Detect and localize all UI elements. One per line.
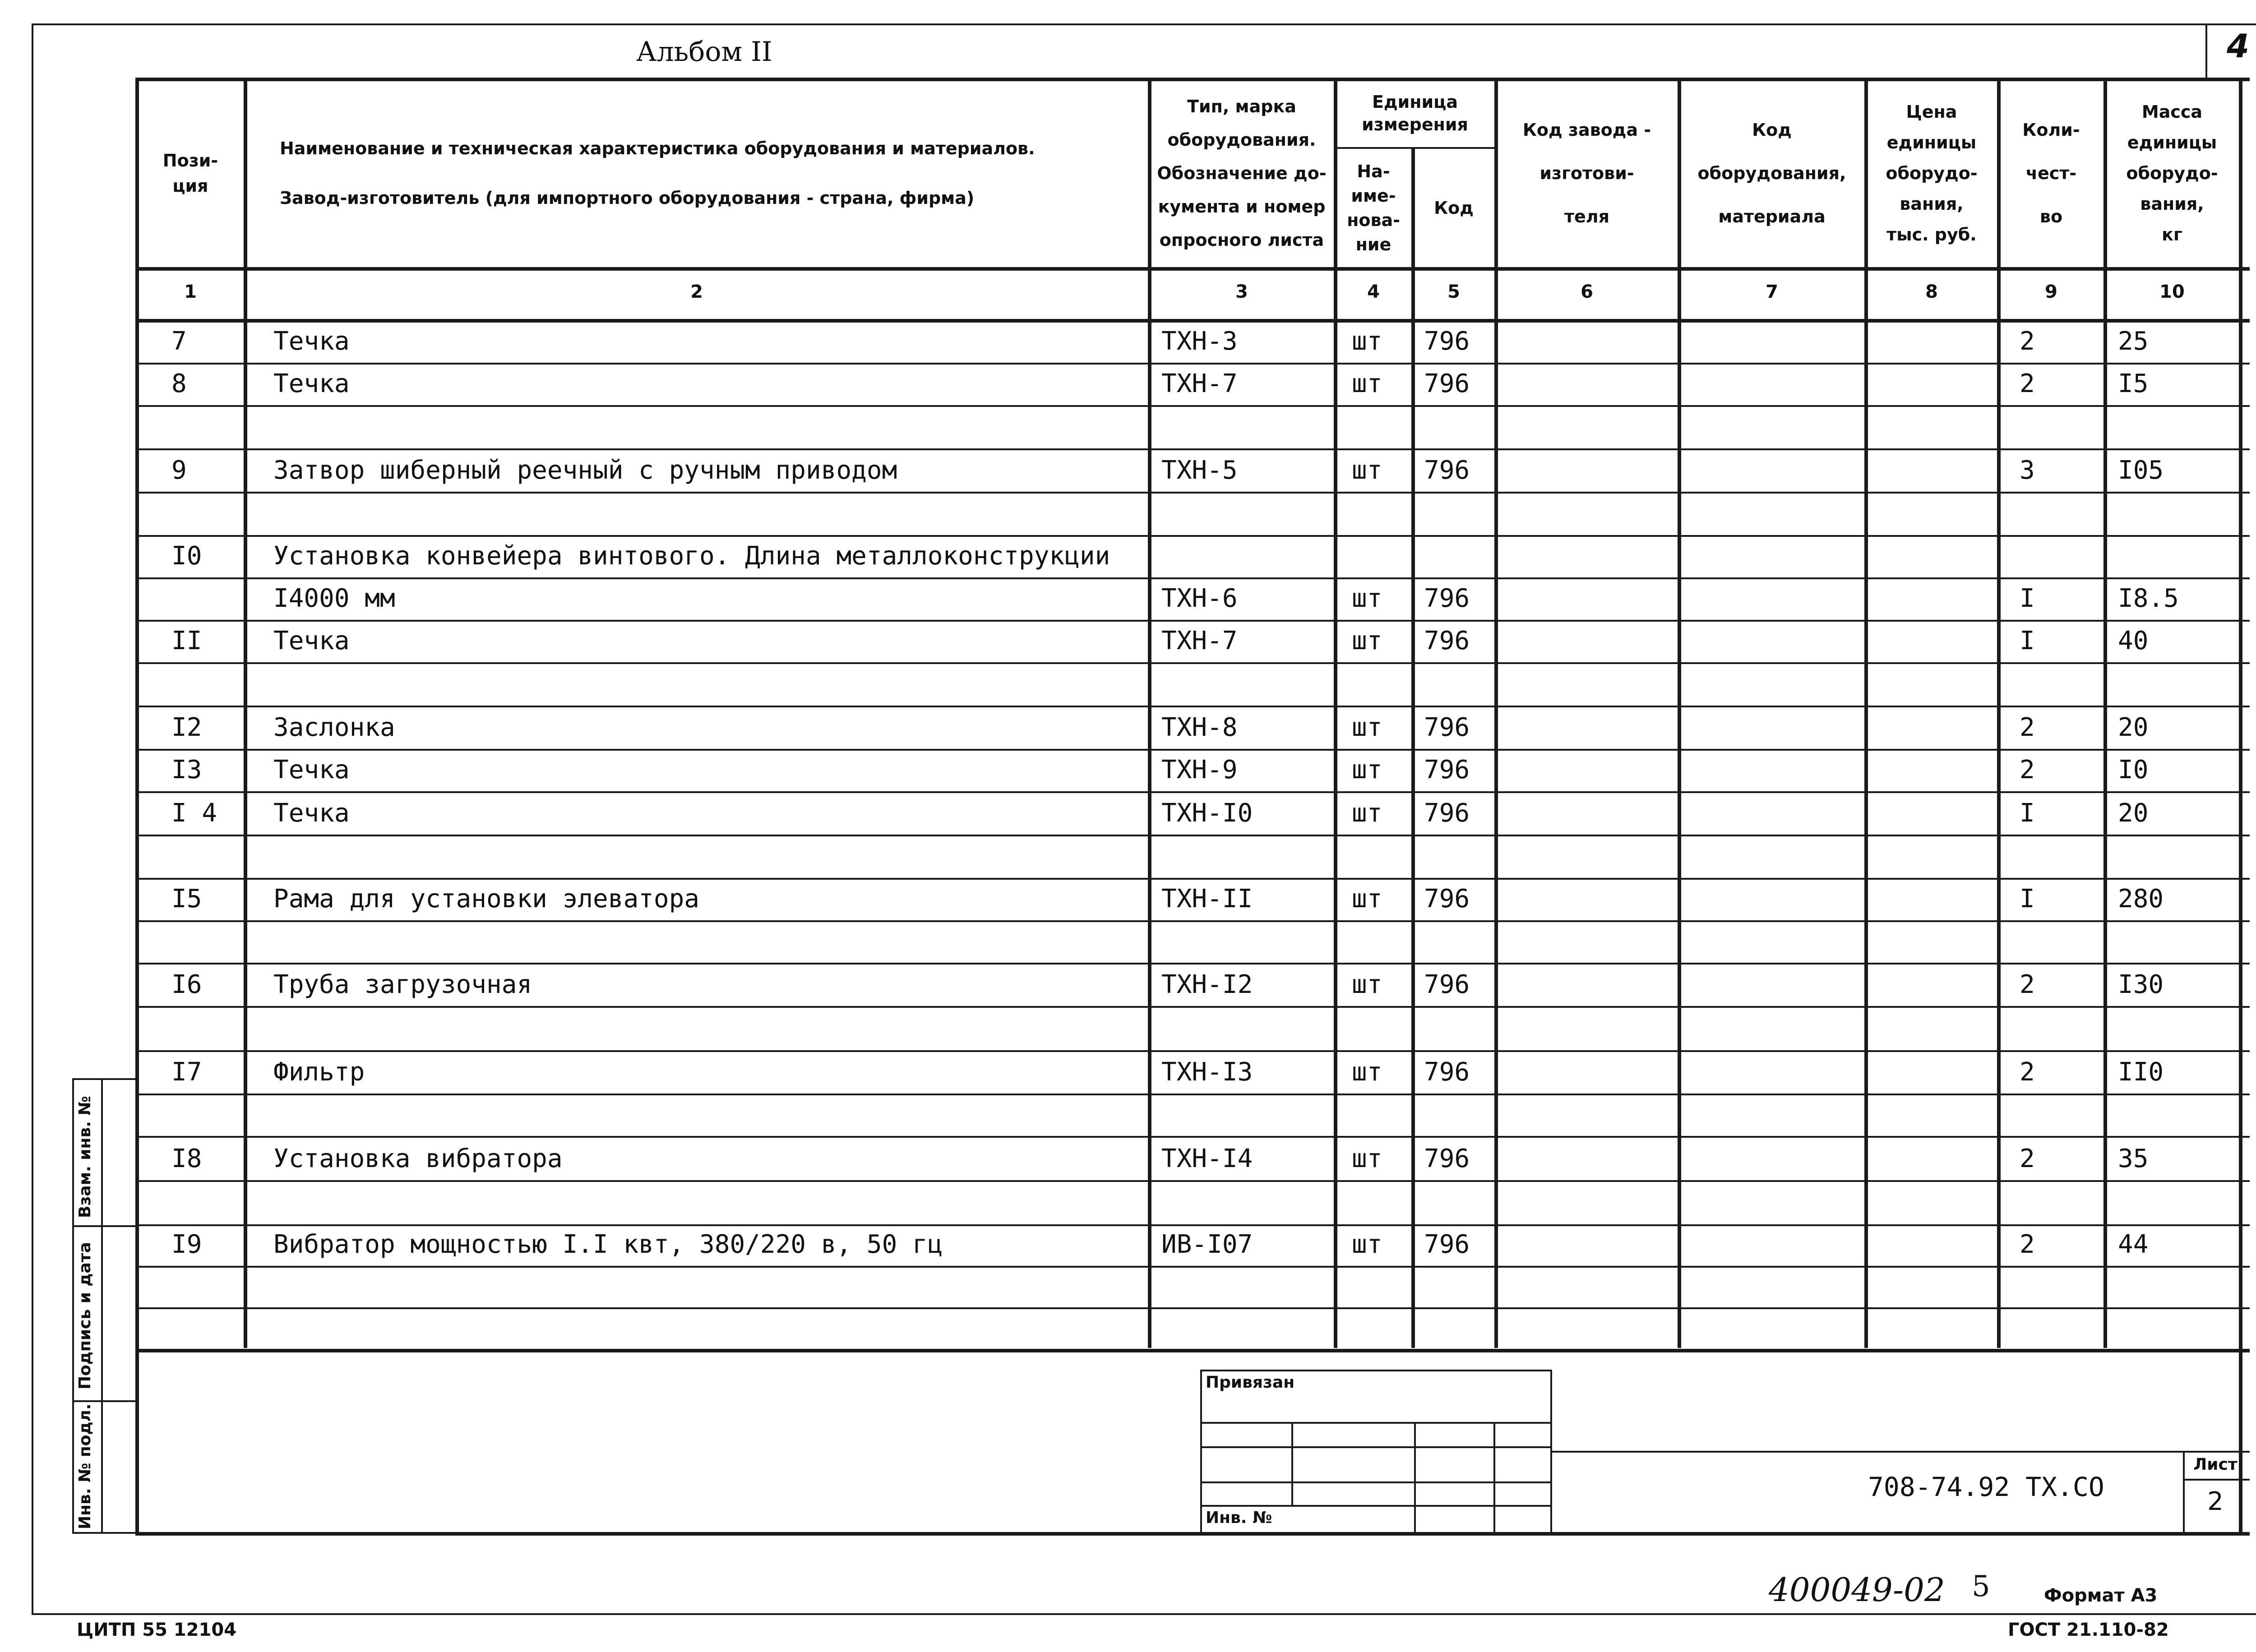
frame-top-line: [32, 23, 2256, 25]
stamp-top-line: [72, 1078, 137, 1080]
cell-quantity: 2: [2020, 755, 2035, 784]
header-type: Тип, марка оборудования. Обозначение до- кумента и номер опросного листа: [1157, 97, 1327, 250]
cell-mass: I5: [2118, 369, 2149, 398]
inv-no-label: Инв. №: [1206, 1509, 1272, 1527]
col-line-5: [1494, 78, 1498, 1348]
privyazan-left-line: [1200, 1370, 1202, 1534]
cell-position: I0: [171, 541, 202, 571]
cell-quantity: I: [2020, 798, 2035, 828]
col-line-2: [1148, 78, 1151, 1348]
row-separator: [135, 662, 2250, 664]
cell-unit-code: 796: [1424, 884, 1470, 914]
cell-name: I4000 мм: [273, 584, 395, 613]
cell-unit: шт: [1352, 369, 1382, 398]
cell-name: Труба загрузочная: [273, 970, 532, 999]
row-separator: [135, 1349, 2250, 1352]
cell-mass: 35: [2118, 1144, 2149, 1173]
cell-type: ТХН-9: [1161, 755, 1238, 784]
cell-quantity: 2: [2020, 1144, 2035, 1173]
column-number-9: 9: [2045, 281, 2057, 302]
cell-unit: шт: [1352, 327, 1382, 356]
cell-name: Течка: [273, 626, 350, 655]
cell-unit: шт: [1352, 884, 1382, 914]
cell-unit: шт: [1352, 1057, 1382, 1087]
cell-type: ТХН-6: [1161, 584, 1238, 613]
cell-unit: шт: [1352, 456, 1382, 485]
privyazan-label: Привязан: [1206, 1373, 1295, 1392]
table-right-line: [2239, 78, 2242, 1536]
cell-mass: 40: [2118, 626, 2149, 655]
album-label: Альбом II: [636, 36, 772, 68]
header-plant-code: Код завода - изготови- теля: [1522, 120, 1651, 226]
header-mass: Масса единицы оборудо- вания, кг: [2126, 102, 2218, 245]
cell-mass: 280: [2118, 884, 2164, 914]
stamp-left-line: [72, 1078, 74, 1534]
col-line-6: [1678, 78, 1681, 1348]
column-number-6: 6: [1581, 281, 1593, 302]
stamp-vzam-inv: Взам. инв. №: [76, 1096, 94, 1218]
header-equipment-code: Код оборудования, материала: [1697, 120, 1846, 226]
row-separator: [135, 363, 2250, 365]
header-bottom-line: [135, 267, 2250, 271]
numbers-bottom-line: [135, 319, 2250, 323]
cell-position: I2: [171, 713, 202, 742]
cell-quantity: 2: [2020, 713, 2035, 742]
col-line-9: [2103, 78, 2107, 1348]
cell-name: Заслонка: [273, 713, 395, 742]
cell-type: ТХН-7: [1161, 626, 1238, 655]
cell-type: ТХН-I2: [1161, 970, 1253, 999]
cell-type: ТХН-I0: [1161, 798, 1253, 828]
cell-type: ТХН-I4: [1161, 1144, 1253, 1173]
row-separator: [135, 535, 2250, 537]
frame-bottom-inner-line: [135, 1532, 2250, 1536]
header-unit-group: Единица измерения: [1362, 92, 1468, 134]
row-separator: [135, 1006, 2250, 1008]
row-separator: [135, 963, 2250, 964]
cell-unit-code: 796: [1424, 755, 1470, 784]
cell-unit: шт: [1352, 798, 1382, 828]
cell-name: Установка конвейера винтового. Длина металлоконструкции: [273, 541, 1110, 571]
stamp-bottom-line: [72, 1532, 137, 1534]
cell-quantity: 2: [2020, 327, 2035, 356]
cell-mass: 20: [2118, 798, 2149, 828]
cell-mass: I8.5: [2118, 584, 2179, 613]
privyazan-top-line: [1200, 1370, 1552, 1371]
header-price: Цена единицы оборудо- вания, тыс. руб.: [1886, 102, 1978, 245]
column-number-8: 8: [1925, 281, 1938, 302]
cell-quantity: 2: [2020, 970, 2035, 999]
list-label: Лист: [2193, 1455, 2238, 1474]
cell-type: ИВ-I07: [1161, 1230, 1253, 1259]
row-separator: [135, 706, 2250, 707]
cell-position: I 4: [171, 798, 217, 828]
cell-unit-code: 796: [1424, 798, 1470, 828]
cell-position: I7: [171, 1057, 202, 1087]
privyazan-line-3: [1200, 1481, 1552, 1483]
cell-unit-code: 796: [1424, 1230, 1470, 1259]
cell-quantity: 3: [2020, 456, 2035, 485]
cell-name: Фильтр: [273, 1057, 365, 1087]
cell-unit-code: 796: [1424, 1057, 1470, 1087]
row-separator: [135, 1266, 2250, 1268]
frame-bottom-line: [32, 1613, 2256, 1615]
cell-type: ТХН-8: [1161, 713, 1238, 742]
page-number: 5: [1972, 1570, 1990, 1603]
column-number-5: 5: [1447, 281, 1460, 302]
cell-mass: I30: [2118, 970, 2164, 999]
header-name: Наименование и техническая характеристика оборудования и материалов. Завод-изготовитель (для импортного оборудования - страна, фирма): [280, 138, 1035, 208]
row-separator: [135, 1136, 2250, 1138]
privyazan-col-2: [1414, 1422, 1416, 1534]
document-code: 708-74.92 ТХ.СО: [1868, 1472, 2104, 1502]
cell-unit-code: 796: [1424, 1144, 1470, 1173]
cell-position: I6: [171, 970, 202, 999]
row-separator: [135, 448, 2250, 450]
cell-quantity: I: [2020, 884, 2035, 914]
sheet-corner-number: 4: [2226, 27, 2250, 65]
cell-quantity: 2: [2020, 1230, 2035, 1259]
column-number-1: 1: [184, 281, 197, 302]
cell-unit: шт: [1352, 584, 1382, 613]
header-unit-name: На- име- нова- ние: [1347, 162, 1400, 254]
cell-unit: шт: [1352, 713, 1382, 742]
column-number-4: 4: [1367, 281, 1380, 302]
cell-unit: шт: [1352, 1230, 1382, 1259]
list-box-left-line: [2183, 1451, 2185, 1534]
cell-mass: I05: [2118, 456, 2164, 485]
header-quantity: Коли- чест- во: [2022, 120, 2080, 226]
row-separator: [135, 577, 2250, 579]
cell-type: ТХН-3: [1161, 327, 1238, 356]
frame-left-line: [32, 23, 33, 1615]
list-number: 2: [2207, 1487, 2224, 1516]
cell-mass: 25: [2118, 327, 2149, 356]
cell-unit-code: 796: [1424, 369, 1470, 398]
cell-unit: шт: [1352, 1144, 1382, 1173]
cell-unit-code: 796: [1424, 970, 1470, 999]
stamp-inv-podl: Инв. № подл.: [76, 1403, 94, 1529]
row-separator: [135, 405, 2250, 407]
list-box-divider: [2183, 1479, 2250, 1481]
stamp-divider-1: [72, 1225, 137, 1227]
header-unit-code: Код: [1434, 198, 1474, 218]
cell-name: Течка: [273, 798, 350, 828]
corner-box-line: [2205, 23, 2207, 81]
row-separator: [135, 492, 2250, 494]
cell-unit-code: 796: [1424, 626, 1470, 655]
cell-unit-code: 796: [1424, 327, 1470, 356]
header-position: Пози- ция: [162, 151, 218, 196]
cell-position: II: [171, 626, 202, 655]
cell-name: Рама для установки элеватора: [273, 884, 700, 914]
gost-label: ГОСТ 21.110-82: [2008, 1620, 2169, 1640]
stamp-mid-line: [101, 1078, 103, 1534]
privyazan-col-3: [1493, 1422, 1495, 1534]
title-block-top-line: [1552, 1451, 2250, 1453]
cell-quantity: 2: [2020, 369, 2035, 398]
cell-name: Течка: [273, 369, 350, 398]
footer-left-code: ЦИТП 55 12104: [77, 1620, 237, 1640]
row-separator: [135, 878, 2250, 880]
column-number-10: 10: [2159, 281, 2185, 302]
cell-quantity: 2: [2020, 1057, 2035, 1087]
stamp-divider-2: [72, 1400, 137, 1402]
cell-mass: I0: [2118, 755, 2149, 784]
format-label: Формат А3: [2044, 1585, 2158, 1606]
cell-unit-code: 796: [1424, 456, 1470, 485]
cell-quantity: I: [2020, 584, 2035, 613]
cell-name: Установка вибратора: [273, 1144, 563, 1173]
col-line-3: [1334, 78, 1337, 1348]
cell-name: Течка: [273, 327, 350, 356]
cell-position: I5: [171, 884, 202, 914]
cell-quantity: I: [2020, 626, 2035, 655]
column-number-3: 3: [1235, 281, 1248, 302]
row-separator: [135, 1180, 2250, 1182]
handwritten-code: 400049-02: [1769, 1571, 1945, 1609]
row-separator: [135, 1307, 2250, 1309]
cell-type: ТХН-7: [1161, 369, 1238, 398]
row-separator: [135, 1224, 2250, 1226]
privyazan-line-2: [1200, 1446, 1552, 1448]
cell-type: ТХН-II: [1161, 884, 1253, 914]
row-separator: [135, 920, 2250, 922]
col-line-8: [1997, 78, 2001, 1348]
privyazan-col-1: [1291, 1422, 1293, 1505]
cell-position: I3: [171, 755, 202, 784]
cell-position: 7: [171, 327, 187, 356]
cell-name: Вибратор мощностью I.I квт, 380/220 в, 50 гц: [273, 1230, 943, 1259]
column-number-2: 2: [690, 281, 703, 302]
cell-unit: шт: [1352, 755, 1382, 784]
col-line-4: [1411, 147, 1415, 1348]
row-separator: [135, 620, 2250, 622]
cell-unit-code: 796: [1424, 713, 1470, 742]
cell-position: I9: [171, 1230, 202, 1259]
cell-position: 9: [171, 456, 187, 485]
row-separator: [135, 749, 2250, 751]
privyazan-line-4: [1200, 1505, 1552, 1507]
row-separator: [135, 791, 2250, 793]
column-number-7: 7: [1766, 281, 1778, 302]
cell-mass: 20: [2118, 713, 2149, 742]
cell-unit: шт: [1352, 626, 1382, 655]
cell-name: Течка: [273, 755, 350, 784]
cell-mass: II0: [2118, 1057, 2164, 1087]
stamp-podpis-data: Подпись и дата: [76, 1242, 94, 1389]
privyazan-line-1: [1200, 1422, 1552, 1424]
cell-position: 8: [171, 369, 187, 398]
cell-mass: 44: [2118, 1230, 2149, 1259]
col-line-1: [244, 78, 247, 1348]
cell-type: ТХН-5: [1161, 456, 1238, 485]
col-line-7: [1864, 78, 1868, 1348]
row-separator: [135, 1094, 2250, 1095]
cell-type: ТХН-I3: [1161, 1057, 1253, 1087]
cell-position: I8: [171, 1144, 202, 1173]
row-separator: [135, 1050, 2250, 1052]
cell-unit: шт: [1352, 970, 1382, 999]
cell-name: Затвор шиберный реечный с ручным приводом: [273, 456, 897, 485]
row-separator: [135, 835, 2250, 836]
cell-unit-code: 796: [1424, 584, 1470, 613]
